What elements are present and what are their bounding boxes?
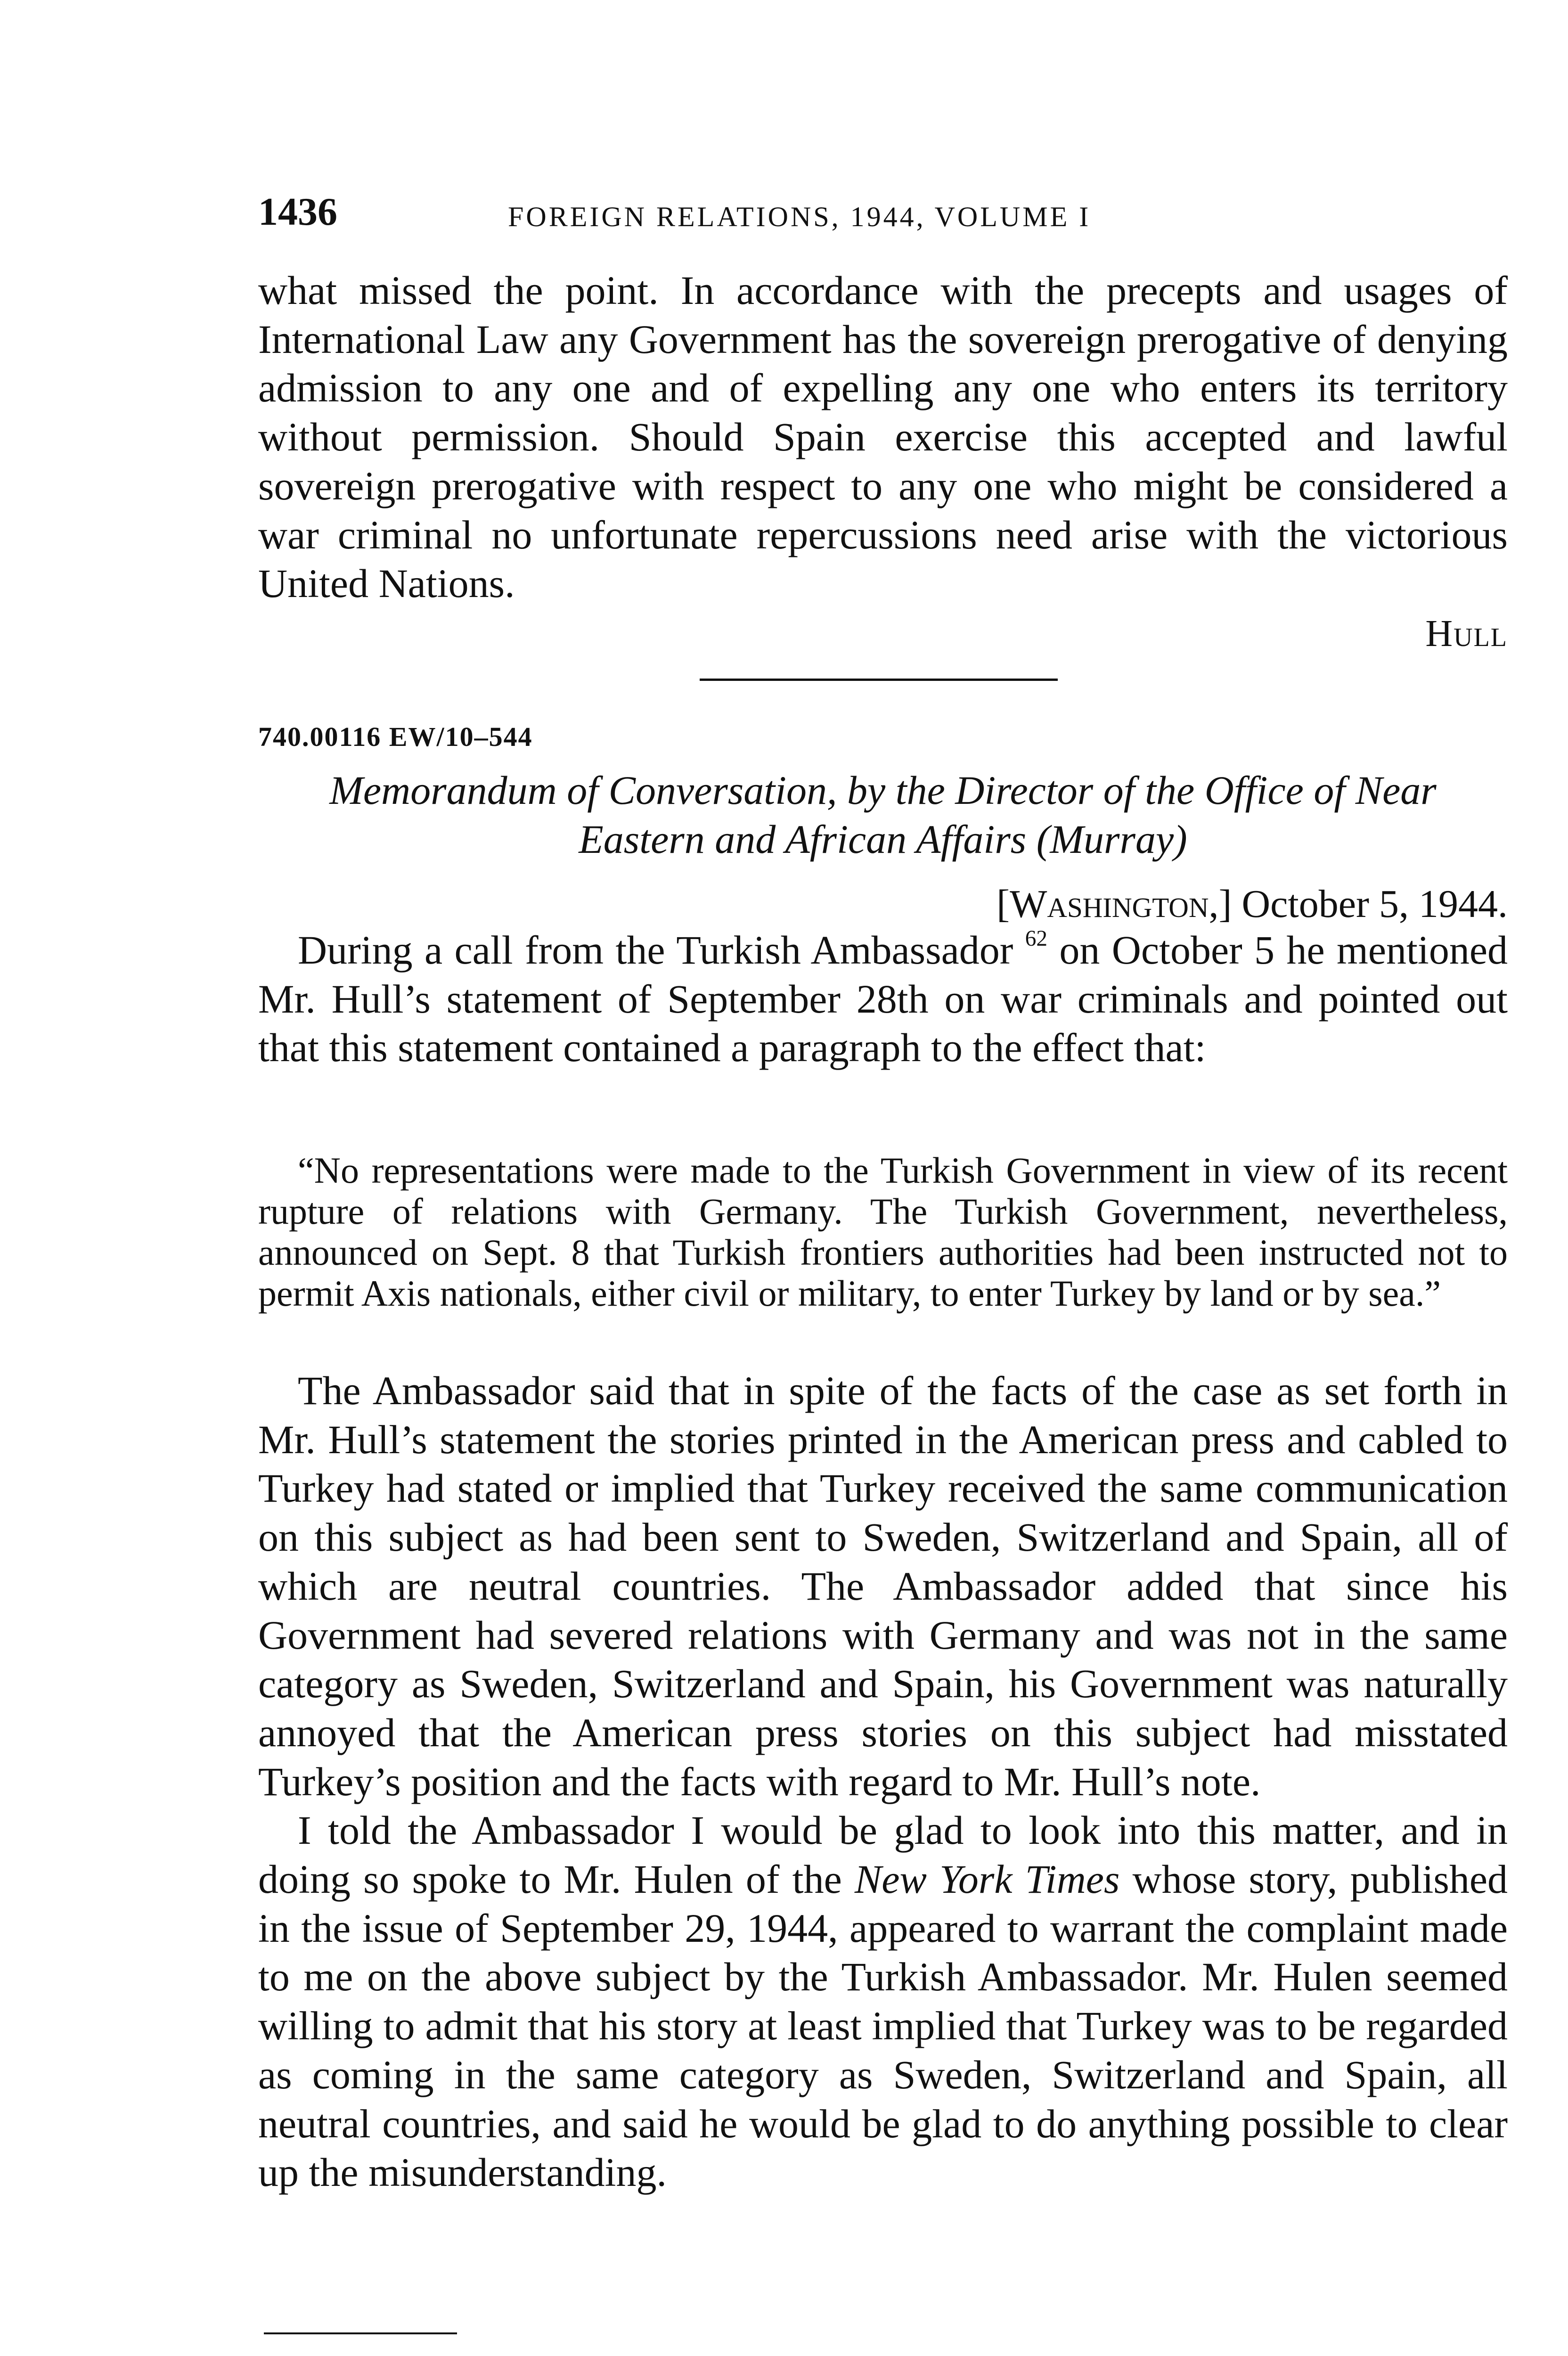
paragraph-3-end: whose story, published in the issue of September 29, 1944, appeared to warrant the complaint made to me on the above subject by the Turkish Ambassador. Mr. Hulen seemed willing to admit that his story at least implied that Turkey was to be regarded as coming in the same category as Sweden, Switzerland and Spain, all neutral countries, and said he would be glad to do anything possible to clear up the misunderstanding.: [258, 1857, 1508, 2195]
paragraph-3: [258, 1806, 1508, 2197]
quoted-statement: “No representations were made to the Turkish Government in view of its recent rupture of relations with Germany. The Turkish Government, nevertheless, announced on Sept. 8 that Turkish frontiers authorities had been instructed not to permit Axis nationals, either civil or military, to enter Turkey by land or by sea.”: [258, 1150, 1508, 1314]
footnote-rule: [264, 2332, 457, 2334]
page-header: [258, 186, 1508, 238]
page-number: 1436: [258, 190, 337, 234]
memo-title: [258, 766, 1508, 864]
paragraph-1-end: on October 5 he mentioned Mr. Hull’s statement of September 28th on war criminals and pointed out that this statement contained a paragraph to the effect that:: [258, 927, 1508, 1071]
memo-title-line-1: Memorandum of Conversation, by the Director of the Office of Near: [329, 768, 1437, 813]
dateline-date: October 5, 1944.: [1241, 882, 1508, 926]
footnote-reference: 62: [1025, 926, 1048, 951]
memo-title-line-2: Eastern and African Affairs (Murray): [579, 817, 1187, 862]
newspaper-name: New York Times: [854, 1857, 1120, 1902]
file-number: 740.00116 EW/10–544: [258, 721, 533, 752]
paragraph-1-start: During a call from the Turkish Ambassador: [298, 927, 1013, 973]
quotation-block: [258, 1150, 1508, 1314]
continuation-block: [258, 266, 1508, 608]
running-title: FOREIGN RELATIONS, 1944, VOLUME I: [508, 201, 1091, 232]
paragraph-3-start: I told the Ambassador I would be glad to look into this matter, and in doing so spoke to Mr. Hulen of the: [258, 1808, 1508, 1902]
memo-body: [258, 1366, 1508, 2197]
signature-hull: Hull: [1425, 613, 1508, 654]
dateline-place: Washington,: [1010, 882, 1219, 926]
memo-body-opening: [258, 926, 1508, 1072]
dateline: [Washington,] October 5, 1944.: [996, 882, 1508, 926]
continuation-paragraph: what missed the point. In accordance with the precepts and usages of International Law any Government has the sovereign prerogative of denying admission to any one and of expelling any one who enters its territory without permission. Should Spain exercise this accepted and lawful sovereign prerogative with respect to any one who might be considered a war criminal no unfortunate repercussions need arise with the victorious United Nations.: [258, 268, 1508, 606]
paragraph-2: The Ambassador said that in spite of the facts of the case as set forth in Mr. Hull’s statement the stories printed in the American press and cabled to Turkey had stated or implied that Turkey received the same communication on this subject as had been sent to Sweden, Switzerland and Spain, all of which are neutral countries. The Ambassador added that since his Government had severed relations with Germany and was not in the same category as Sweden, Switzerland and Spain, his Government was naturally annoyed that the American press stories on this subject had misstated Turkey’s position and the facts with regard to Mr. Hull’s note.: [258, 1368, 1508, 1804]
paragraph-1: [258, 926, 1508, 1072]
section-divider: [700, 679, 1058, 681]
